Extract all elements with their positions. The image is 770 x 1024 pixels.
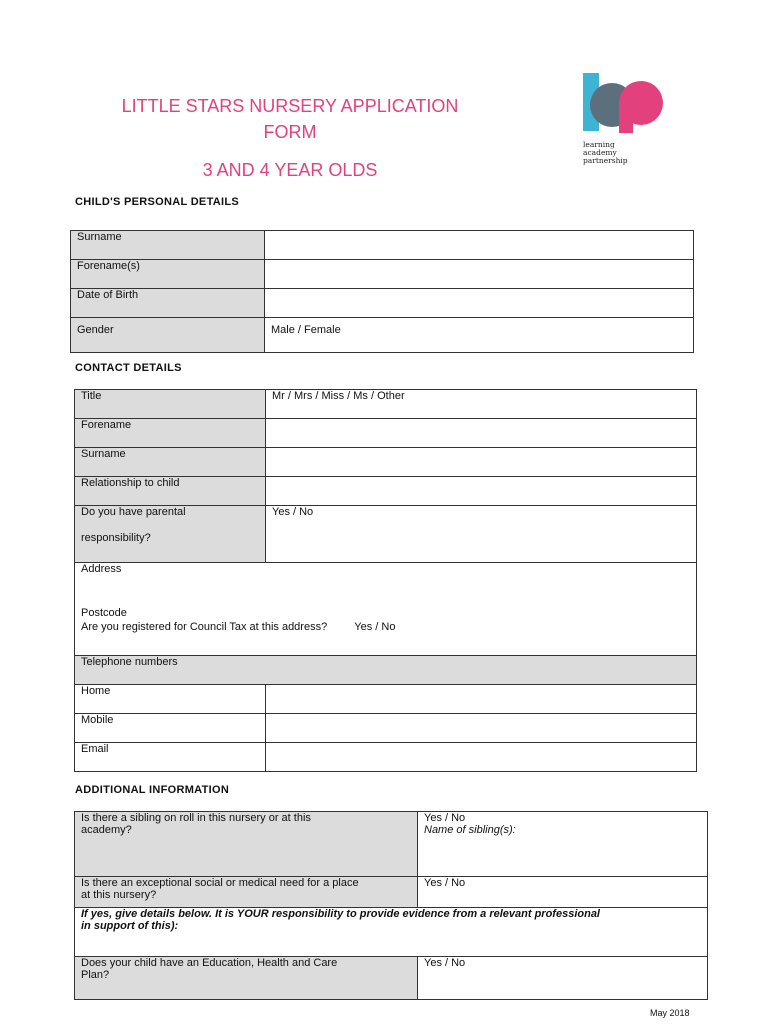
parental-responsibility-label: [75, 506, 266, 563]
need-note-line1: If yes, give details below. It is YOUR responsibility to provide evidence from a relevant professional: [81, 908, 600, 920]
parental-label-line1: Do you have parental: [81, 506, 186, 518]
email-field[interactable]: [266, 743, 697, 772]
sibling-name-label: Name of sibling(s):: [424, 824, 516, 836]
need-question-line2: at this nursery?: [81, 889, 157, 901]
contact-surname-field[interactable]: [266, 448, 697, 477]
parental-responsibility-field[interactable]: Yes / No: [266, 506, 697, 563]
child-details-table: [70, 230, 694, 353]
form-subtitle: 3 AND 4 YEAR OLDS: [202, 160, 378, 180]
ehcp-question: [75, 957, 418, 1000]
mobile-phone-field[interactable]: [266, 714, 697, 743]
child-dob-field[interactable]: [265, 289, 694, 318]
lap-logo: [583, 73, 673, 168]
relationship-label: Relationship to child: [75, 477, 266, 506]
need-note-line2: in support of this):: [81, 920, 179, 932]
ehcp-question-line2: Plan?: [81, 969, 110, 981]
contact-forename-field[interactable]: [266, 419, 697, 448]
dob-label: Date of Birth: [71, 289, 265, 318]
forename-label: Forename: [75, 419, 266, 448]
forenames-label: Forename(s): [71, 260, 265, 289]
postcode-label: Postcode: [81, 607, 127, 619]
parental-label-line2: responsibility?: [81, 532, 151, 544]
child-details-heading: CHILD'S PERSONAL DETAILS: [75, 196, 240, 208]
form-title-line2: FORM: [263, 122, 317, 142]
lap-logo-mark-icon: [583, 73, 673, 133]
telephone-numbers-heading: Telephone numbers: [75, 656, 697, 685]
contact-surname-label: Surname: [75, 448, 266, 477]
ehcp-answer[interactable]: Yes / No: [418, 957, 708, 1000]
sibling-question-line2: academy?: [81, 824, 132, 836]
council-tax-answer[interactable]: Yes / No: [354, 621, 396, 633]
surname-label: Surname: [71, 231, 265, 260]
need-details-block[interactable]: [75, 908, 708, 957]
ehcp-question-line1: Does your child have an Education, Health and Care: [81, 957, 338, 969]
child-surname-field[interactable]: [265, 231, 694, 260]
sibling-answer[interactable]: Yes / No: [424, 812, 466, 824]
contact-details-table: [74, 389, 697, 772]
council-tax-row: [81, 621, 690, 633]
sibling-answer-cell[interactable]: [418, 812, 708, 877]
need-answer[interactable]: Yes / No: [418, 877, 708, 908]
address-block[interactable]: [75, 563, 697, 656]
logo-word-3: partnership: [583, 156, 628, 165]
home-label: Home: [75, 685, 266, 714]
contact-details-heading: CONTACT DETAILS: [75, 362, 182, 374]
form-title-line1: LITTLE STARS NURSERY APPLICATION: [121, 96, 459, 116]
address-label: Address: [81, 563, 122, 575]
logo-word-1: learning: [583, 140, 615, 149]
logo-word-2: academy: [583, 148, 617, 157]
additional-info-table: [74, 811, 708, 1000]
contact-title-field[interactable]: Mr / Mrs / Miss / Ms / Other: [266, 390, 697, 419]
council-tax-question: Are you registered for Council Tax at this address?: [81, 621, 328, 633]
mobile-label: Mobile: [75, 714, 266, 743]
title-label: Title: [75, 390, 266, 419]
lap-logo-text: [583, 141, 673, 165]
need-question: [75, 877, 418, 908]
gender-label: Gender: [71, 318, 265, 353]
sibling-question-line1: Is there a sibling on roll in this nursery or at this: [81, 812, 311, 824]
child-forenames-field[interactable]: [265, 260, 694, 289]
additional-info-heading: ADDITIONAL INFORMATION: [75, 784, 230, 796]
child-gender-field[interactable]: Male / Female: [265, 318, 694, 353]
relationship-field[interactable]: [266, 477, 697, 506]
need-question-line1: Is there an exceptional social or medical need for a place: [81, 877, 359, 889]
home-phone-field[interactable]: [266, 685, 697, 714]
email-label: Email: [75, 743, 266, 772]
footer-date: May 2018: [650, 1008, 690, 1018]
sibling-question: [75, 812, 418, 877]
form-title: [80, 93, 500, 145]
